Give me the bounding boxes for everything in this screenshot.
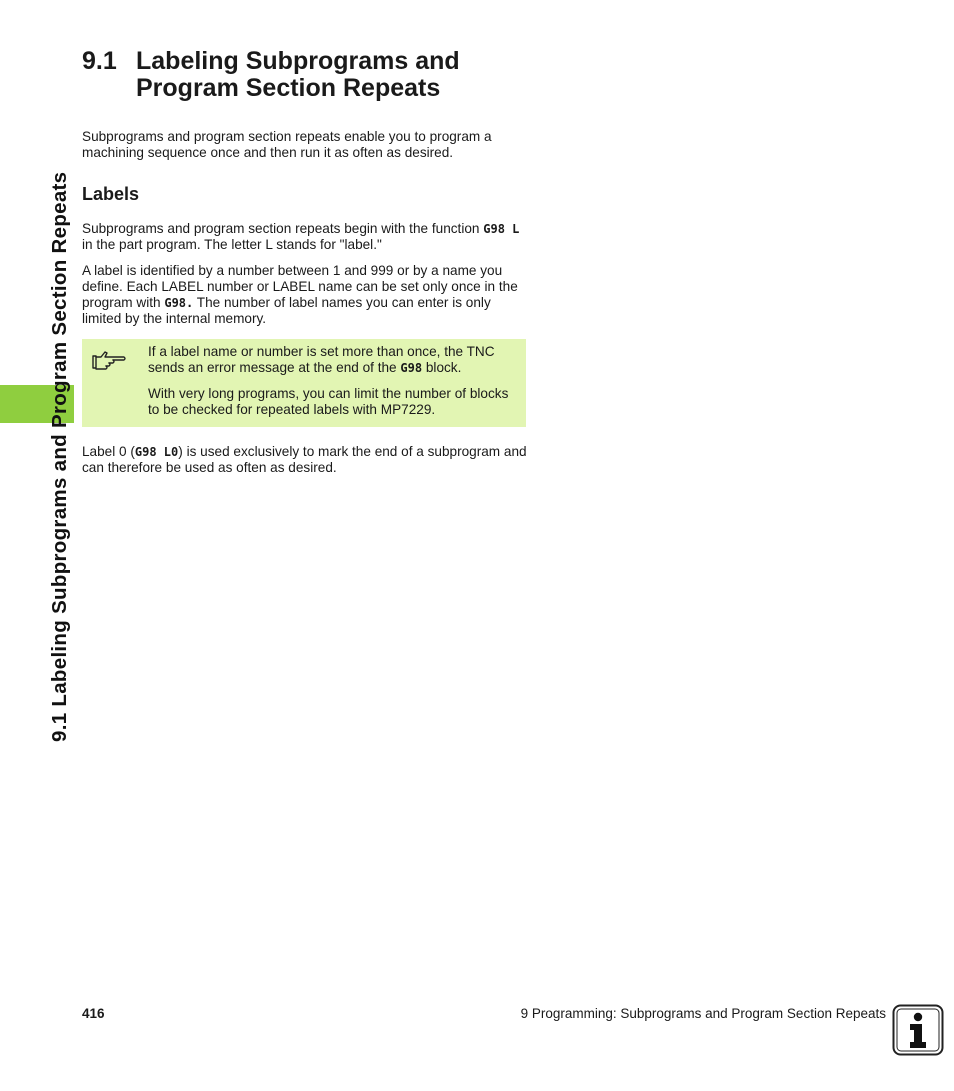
paragraph-label-identification (82, 263, 528, 327)
text: in the part program. The letter L stands for "label." (82, 237, 382, 252)
code-g98: G98. (164, 296, 194, 310)
code-g98-l0: G98 L0 (134, 445, 179, 459)
info-icon (892, 1004, 944, 1056)
pointing-hand-icon (91, 348, 127, 372)
chapter-footer: 9 Programming: Subprograms and Program Section Repeats (520, 1006, 886, 1021)
note-paragraph-2: With very long programs, you can limit the number of blocks to be checked for repeated labels with MP7229. (148, 386, 509, 417)
text: block. (422, 360, 462, 375)
running-head: 9.1 Labeling Subprograms and Program Section Repeats (48, 171, 71, 742)
paragraph-g98-function (82, 221, 528, 253)
text: A label is identified by a number between 1 and 999 or by a name you define. Each LABEL number or LABEL name can be set only once in the program with (82, 263, 518, 310)
note-box (82, 339, 526, 427)
code-g98: G98 (400, 361, 423, 375)
section-title (82, 48, 542, 102)
section-title-line1: Labeling Subprograms and (136, 47, 460, 75)
text: If a label name or number is set more than once, the TNC sends an error message at the end of the (148, 344, 495, 375)
code-g98-l: G98 L (483, 222, 520, 236)
text: The number of label names you can enter is only limited by the internal memory. (82, 295, 491, 326)
page-number: 416 (82, 1006, 105, 1021)
section-title-line2: Program Section Repeats (136, 74, 441, 102)
text: ) is used exclusively to mark the end of a subprogram and can therefore be used as often as desired. (82, 444, 527, 475)
note-paragraph-1 (148, 344, 520, 376)
section-number: 9.1 (82, 47, 117, 75)
intro-paragraph: Subprograms and program section repeats enable you to program a machining sequence once and then run it as often as desired. (82, 129, 492, 160)
labels-heading: Labels (82, 184, 140, 204)
text: Label 0 ( (82, 444, 135, 459)
paragraph-label-zero (82, 444, 528, 476)
text: Subprograms and program section repeats begin with the function (82, 221, 484, 236)
